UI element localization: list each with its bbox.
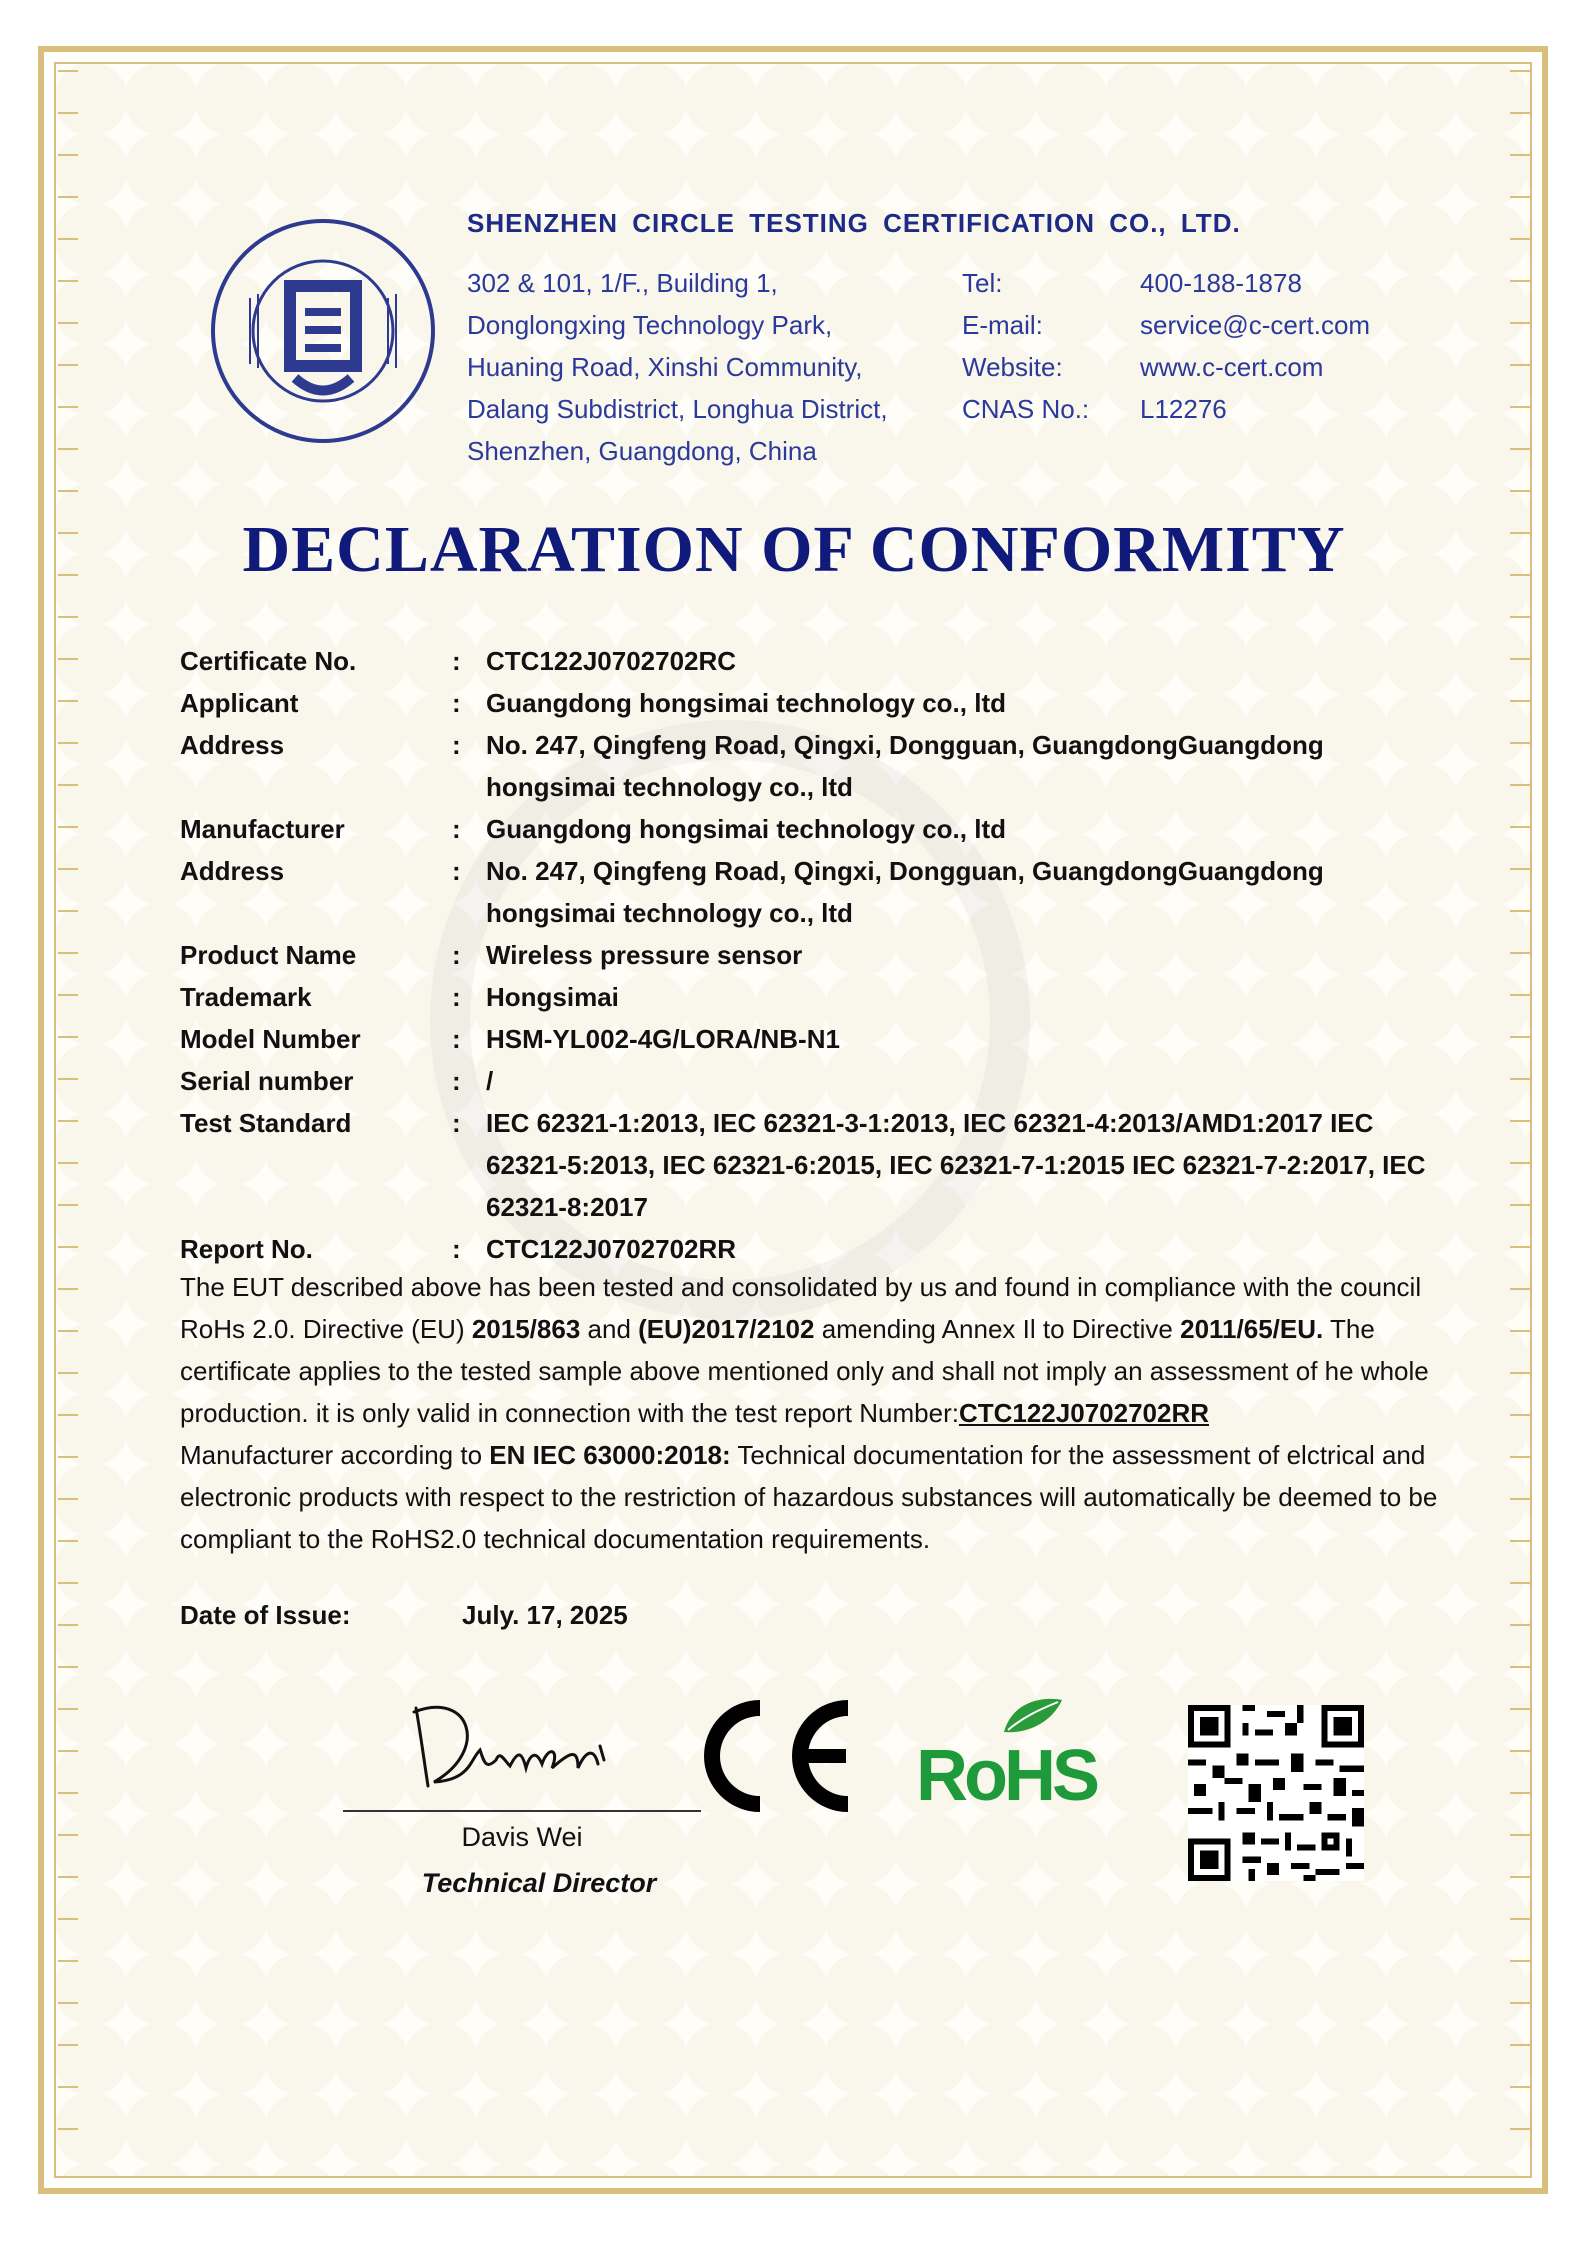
signer-title: Technical Director [421,1868,657,1898]
website-label: Website: [962,352,1063,382]
border-tick [58,952,78,954]
border-tick [1510,364,1530,366]
border-tick [1510,112,1530,114]
address-line: Dalang Subdistrict, Longhua District, [467,394,888,424]
border-tick [58,1162,78,1164]
field-label: Certificate No. [180,646,357,676]
border-tick [58,1540,78,1542]
tel-label: Tel: [962,268,1003,298]
border-tick [1510,238,1530,240]
border-tick [58,112,78,114]
border-tick [1510,952,1530,954]
statement-text: The EUT described above has been tested and consolidated by us and found in compliance with the council RoHs 2.0. Directive (EU) [180,1272,1422,1344]
cnas-label: CNAS No.: [962,394,1090,424]
company-seal-logo [210,218,436,444]
field-colon: : [452,940,461,970]
border-tick [1510,1918,1530,1920]
statement-text: The certificate applies to the tested sample above mentioned only and shall not imply an assessment of he whole production. it is only valid in connection with the test report Number: [180,1314,1429,1428]
field-value: Guangdong hongsimai technology co., ltd [486,688,1006,718]
contact-labels [962,262,1089,430]
cnas-value: L12276 [1140,394,1227,424]
border-tick [58,1246,78,1248]
field-colon: : [452,688,461,718]
border-tick [58,280,78,282]
field-row-applicant-address [180,724,1440,808]
border-tick [1510,868,1530,870]
border-tick [1510,1330,1530,1332]
border-tick [58,910,78,912]
border-tick [1510,154,1530,156]
statement-paragraph-2 [180,1434,1450,1560]
border-tick [58,448,78,450]
field-colon: : [452,730,461,760]
statement-text: and [580,1314,639,1344]
border-tick [58,1498,78,1500]
field-label: Test Standard [180,1108,352,1138]
date-value: July. 17, 2025 [462,1600,628,1630]
border-tick [58,1960,78,1962]
border-tick [58,238,78,240]
border-tick [1510,742,1530,744]
border-tick [58,196,78,198]
border-tick [58,364,78,366]
border-tick [1510,1036,1530,1038]
border-tick [58,1288,78,1290]
border-tick [1510,1498,1530,1500]
field-colon: : [452,856,461,886]
border-tick [58,1204,78,1206]
border-tick [58,658,78,660]
border-tick [1510,2002,1530,2004]
border-tick [58,490,78,492]
border-tick [58,406,78,408]
statement-text: amending Annex Il to Directive [814,1314,1181,1344]
field-label: Report No. [180,1234,313,1264]
border-tick [1510,826,1530,828]
border-tick [1510,1750,1530,1752]
company-name: SHENZHEN CIRCLE TESTING CERTIFICATION CO., LTD. [467,208,1241,238]
field-colon: : [452,1108,461,1138]
border-tick [1510,280,1530,282]
border-tick [1510,1204,1530,1206]
border-tick [58,1666,78,1668]
border-tick [1510,1120,1530,1122]
email-label: E-mail: [962,310,1043,340]
field-colon: : [452,814,461,844]
statement-text: Technical documentation for the assessment of elctrical and electronic products with respect to the restriction of hazardous substances will automatically be deemed to be compliant to the RoHS2.0 technical documentation requirements. [180,1440,1438,1554]
date-label: Date of Issue: [180,1600,351,1630]
svg-text:RoHS: RoHS [916,1736,1096,1812]
border-tick [1510,994,1530,996]
address-line: Donglongxing Technology Park, [467,310,833,340]
border-tick [58,1834,78,1836]
field-value: Guangdong hongsimai technology co., ltd [486,814,1006,844]
border-tick [58,784,78,786]
border-tick [58,322,78,324]
field-row-serial-number [180,1060,1440,1102]
statement-paragraph-1 [180,1266,1450,1434]
border-tick [1510,406,1530,408]
field-value: IEC 62321-1:2013, IEC 62321-3-1:2013, IEC 62321-4:2013/AMD1:2017 IEC 62321-5:2013, IEC 62321-6:2015, IEC 62321-7-1:2015 IEC 62321-7-2:2017, IEC 62321-8:2017 [486,1108,1426,1222]
field-value: HSM-YL002-4G/LORA/NB-N1 [486,1024,840,1054]
directive-2015-863: 2015/863 [471,1314,581,1344]
border-tick [58,1708,78,1710]
border-tick [1510,1834,1530,1836]
field-value: CTC122J0702702RR [486,1234,737,1264]
field-colon: : [452,1024,461,1054]
border-tick [1510,1162,1530,1164]
border-tick [58,1582,78,1584]
border-tick [1510,910,1530,912]
field-colon: : [452,1234,461,1264]
contact-values [1140,262,1370,430]
border-tick [1510,70,1530,72]
border-tick [1510,1078,1530,1080]
field-row-model-number [180,1018,1440,1060]
field-label: Address [180,730,285,760]
border-tick [1510,1792,1530,1794]
border-tick [1510,448,1530,450]
border-tick [58,1876,78,1878]
field-label: Product Name [180,940,357,970]
field-row-applicant [180,682,1440,724]
standard-en-iec-63000: EN IEC 63000:2018: [489,1440,731,1470]
right-border-ticks [1510,70,1530,2170]
certificate-fields [180,640,1440,1270]
border-tick [1510,2128,1530,2130]
border-tick [1510,1288,1530,1290]
border-tick [58,1372,78,1374]
border-tick [58,1918,78,1920]
border-tick [58,742,78,744]
field-value: / [486,1066,494,1096]
signature-line [343,1810,701,1812]
website-value: www.c-cert.com [1140,352,1324,382]
border-tick [1510,700,1530,702]
qr-code [1188,1705,1364,1881]
border-tick [58,1624,78,1626]
border-tick [58,616,78,618]
field-label: Applicant [180,688,299,718]
border-tick [1510,1708,1530,1710]
border-tick [1510,658,1530,660]
signer-name: Davis Wei [461,1822,583,1852]
border-tick [1510,616,1530,618]
border-tick [1510,1372,1530,1374]
border-tick [58,2086,78,2088]
border-tick [58,70,78,72]
field-value: CTC122J0702702RC [486,646,737,676]
border-tick [58,994,78,996]
field-colon: : [452,646,461,676]
field-row-test-standard [180,1102,1440,1228]
field-label: Model Number [180,1024,361,1054]
border-tick [1510,1456,1530,1458]
border-tick [58,1750,78,1752]
border-tick [1510,1624,1530,1626]
directive-2017-2102: (EU)2017/2102 [638,1314,815,1344]
field-row-report-no [180,1228,1440,1270]
field-colon: : [452,1066,461,1096]
company-address [467,262,888,472]
border-tick [1510,1582,1530,1584]
field-row-product-name [180,934,1440,976]
ce-mark-icon [700,1700,855,1812]
field-label: Trademark [180,982,312,1012]
field-value: No. 247, Qingfeng Road, Qingxi, Dongguan, GuangdongGuangdong hongsimai technology co., ltd [486,730,1324,802]
handwritten-signature [410,1690,640,1800]
border-tick [1510,1540,1530,1542]
border-tick [58,2044,78,2046]
compliance-statement [180,1266,1450,1560]
left-border-ticks [58,70,78,2170]
border-tick [58,1456,78,1458]
date-of-issue [180,1600,628,1631]
border-tick [58,826,78,828]
border-tick [1510,1246,1530,1248]
border-tick [1510,784,1530,786]
field-value: No. 247, Qingfeng Road, Qingxi, Dongguan, GuangdongGuangdong hongsimai technology co., ltd [486,856,1324,928]
field-value: Wireless pressure sensor [486,940,803,970]
border-tick [58,1120,78,1122]
address-line: 302 & 101, 1/F., Building 1, [467,268,778,298]
field-row-certificate-no [180,640,1440,682]
field-value: Hongsimai [486,982,619,1012]
border-tick [58,1414,78,1416]
report-number-reference: CTC122J0702702RR [958,1398,1209,1428]
border-tick [1510,490,1530,492]
email-value: service@c-cert.com [1140,310,1371,340]
border-tick [58,1792,78,1794]
address-line: Huaning Road, Xinshi Community, [467,352,863,382]
border-tick [1510,1666,1530,1668]
field-row-manufacturer [180,808,1440,850]
rohs-mark-icon [912,1692,1102,1812]
field-row-manufacturer-address [180,850,1440,934]
border-tick [58,1036,78,1038]
border-tick [1510,196,1530,198]
border-tick [58,1078,78,1080]
tel-value: 400-188-1878 [1140,268,1302,298]
border-tick [58,154,78,156]
field-label: Serial number [180,1066,354,1096]
address-line: Shenzhen, Guangdong, China [467,436,817,466]
border-tick [58,700,78,702]
border-tick [1510,2044,1530,2046]
field-colon: : [452,982,461,1012]
border-tick [58,1330,78,1332]
border-tick [1510,2086,1530,2088]
field-row-trademark [180,976,1440,1018]
border-tick [58,2002,78,2004]
field-label: Manufacturer [180,814,345,844]
border-tick [58,868,78,870]
field-label: Address [180,856,285,886]
border-tick [1510,1960,1530,1962]
directive-2011-65: 2011/65/EU. [1180,1314,1324,1344]
document-title: DECLARATION OF CONFORMITY [242,513,1346,586]
border-tick [1510,1414,1530,1416]
statement-text: Manufacturer according to [180,1440,490,1470]
border-tick [58,2128,78,2130]
border-tick [1510,1876,1530,1878]
border-tick [1510,322,1530,324]
